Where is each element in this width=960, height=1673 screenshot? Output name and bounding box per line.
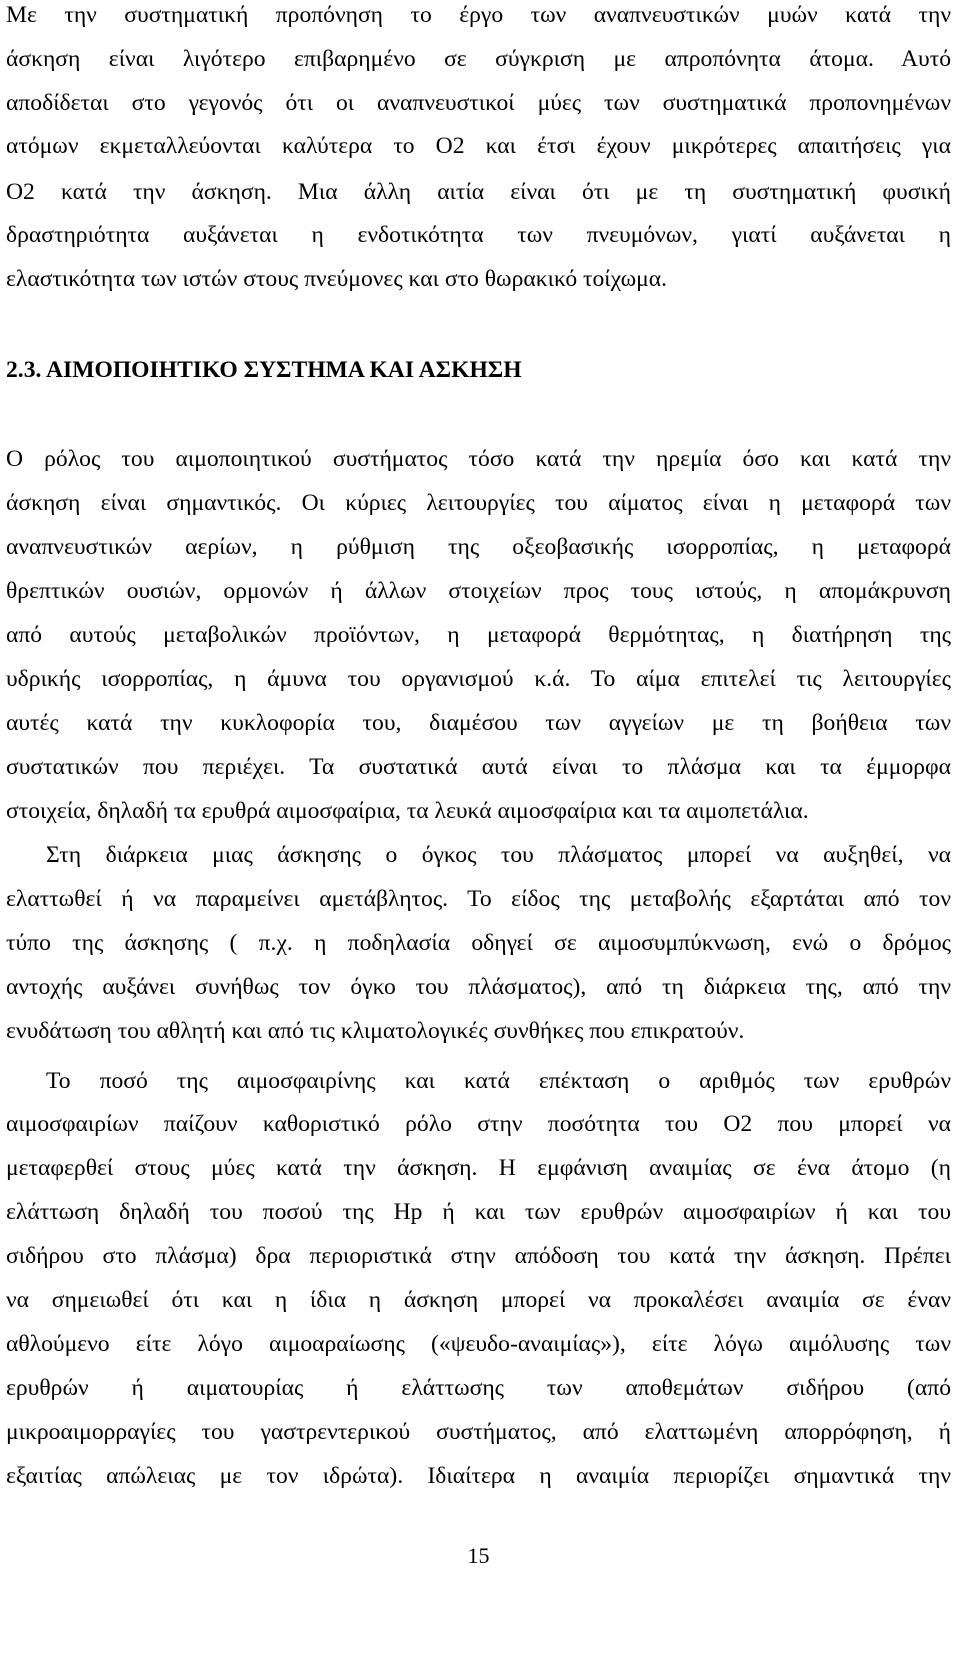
text-line: O2 κατά την άσκηση. Μια άλλη αιτία είναι ότι με τη συστηματική φυσική	[6, 179, 951, 205]
text-line: άσκηση είναι λιγότερο επιβαρημένο σε σύγκριση με απροπόνητα άτομα. Αυτό	[6, 46, 951, 72]
page-number: 15	[467, 1543, 490, 1568]
text-line: ελάττωση δηλαδή του ποσού της Hp ή και των ερυθρών αιμοσφαιρίων ή και του	[6, 1199, 951, 1225]
text-line: Με την συστηματική προπόνηση το έργο των αναπνευστικών μυών κατά την	[6, 2, 951, 28]
section-heading: 2.3. ΑΙΜΟΠΟΙΗΤΙΚΟ ΣΥΣΤΗΜΑ ΚΑΙ ΑΣΚΗΣΗ	[6, 357, 522, 383]
text-line: ελαστικότητα των ιστών στους πνεύμονες και στο θωρακικό τοίχωμα.	[6, 266, 668, 292]
text-line: μεταφερθεί στους μύες κατά την άσκηση. Η εμφάνιση αναιμίας σε ένα άτομο (η	[6, 1155, 951, 1181]
text-line: ελαττωθεί ή να παραμείνει αμετάβλητος. Το είδος της μεταβολής εξαρτάται από τον	[6, 886, 951, 912]
text-line: υδρικής ισορροπίας, η άμυνα του οργανισμού κ.ά. Το αίμα επιτελεί τις λειτουργίες	[6, 666, 951, 692]
text-line: Το ποσό της αιμοσφαιρίνης και κατά επέκταση ο αριθμός των ερυθρών	[46, 1068, 951, 1094]
text-line: θρεπτικών ουσιών, ορμονών ή άλλων στοιχείων προς τους ιστούς, η απομάκρυνση	[6, 578, 951, 604]
text-line: αιμοσφαιρίων παίζουν καθοριστικό ρόλο στην ποσότητα του O2 που μπορεί να	[6, 1111, 951, 1137]
text-line: μικροαιμορραγίες του γαστρεντερικού συστήματος, από ελαττωμένη απορρόφηση, ή	[6, 1419, 951, 1445]
text-line: τύπο της άσκησης ( π.χ. η ποδηλασία οδηγεί σε αιμοσυμπύκνωση, ενώ ο δρόμος	[6, 930, 951, 956]
text-line: αποδίδεται στο γεγονός ότι οι αναπνευστικοί μύες των συστηματικά προπονημένων	[6, 90, 951, 116]
text-line: ατόμων εκμεταλλεύονται καλύτερα το O2 και έτσι έχουν μικρότερες απαιτήσεις για	[6, 133, 951, 159]
text-line: από αυτούς μεταβολικών προϊόντων, η μεταφορά θερμότητας, η διατήρηση της	[6, 622, 951, 648]
text-line: συστατικών που περιέχει. Τα συστατικά αυτά είναι το πλάσμα και τα έμμορφα	[6, 754, 951, 780]
text-line: Ο ρόλος του αιμοποιητικού συστήματος τόσο κατά την ηρεμία όσο και κατά την	[6, 446, 951, 472]
text-line: σιδήρου στο πλάσμα) δρα περιοριστικά στην απόδοση του κατά την άσκηση. Πρέπει	[6, 1243, 951, 1269]
text-line: στοιχεία, δηλαδή τα ερυθρά αιμοσφαίρια, τα λευκά αιμοσφαίρια και τα αιμοπετάλια.	[6, 798, 809, 824]
text-line: εξαιτίας απώλειας με τον ιδρώτα). Ιδιαίτερα η αναιμία περιορίζει σημαντικά την	[6, 1463, 951, 1489]
text-line: να σημειωθεί ότι και η ίδια η άσκηση μπορεί να προκαλέσει αναιμία σε έναν	[6, 1287, 951, 1313]
text-line: αναπνευστικών αερίων, η ρύθμιση της οξεοβασικής ισορροπίας, η μεταφορά	[6, 534, 951, 560]
text-line: άσκηση είναι σημαντικός. Οι κύριες λειτουργίες του αίματος είναι η μεταφορά των	[6, 490, 951, 516]
text-line: ερυθρών ή αιματουρίας ή ελάττωσης των αποθεμάτων σιδήρου (από	[6, 1375, 951, 1401]
text-line: Στη διάρκεια μιας άσκησης ο όγκος του πλάσματος μπορεί να αυξηθεί, να	[46, 842, 951, 868]
text-line: αθλούμενο είτε λόγο αιμοαραίωσης («ψευδο-αναιμίας»), είτε λόγω αιμόλυσης των	[6, 1331, 951, 1357]
text-line: αυτές κατά την κυκλοφορία του, διαμέσου των αγγείων με τη βοήθεια των	[6, 710, 951, 736]
text-line: ενυδάτωση του αθλητή και από τις κλιματολογικές συνθήκες που επικρατούν.	[6, 1018, 745, 1044]
text-line: αντοχής αυξάνει συνήθως τον όγκο του πλάσματος), από τη διάρκεια της, από την	[6, 974, 951, 1000]
text-line: δραστηριότητα αυξάνεται η ενδοτικότητα των πνευμόνων, γιατί αυξάνεται η	[6, 222, 951, 248]
